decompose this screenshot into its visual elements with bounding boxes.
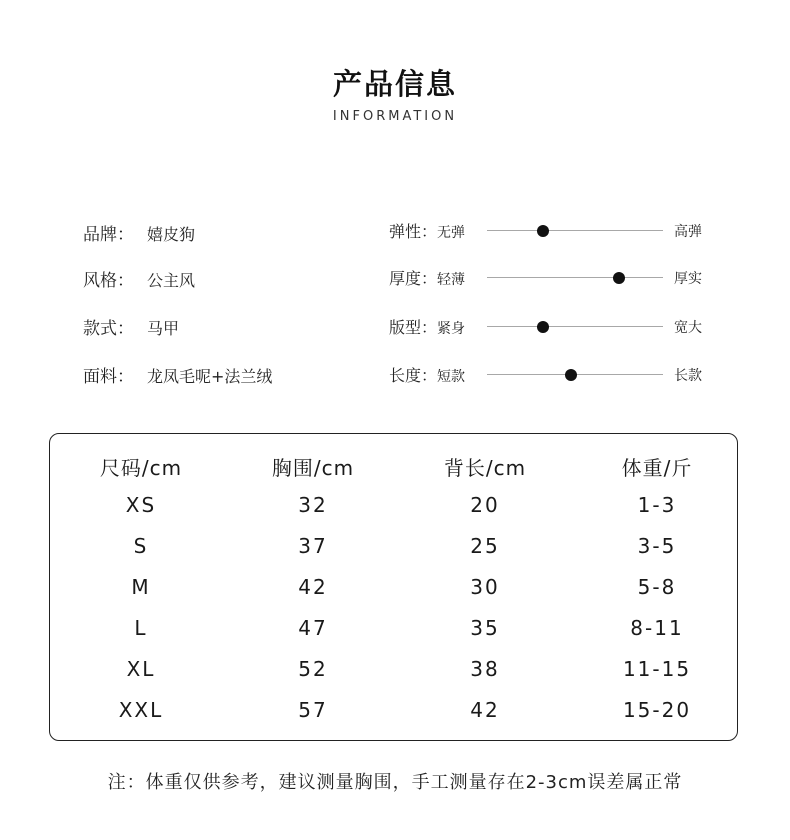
table-cell: 32 (298, 493, 328, 517)
scale-low-label: 紧身 (437, 321, 466, 337)
table-cell: 47 (298, 616, 328, 640)
attribute-label: 面料： (83, 367, 134, 387)
scale-low-label: 轻薄 (437, 272, 466, 288)
attribute-label: 品牌： (83, 225, 134, 245)
scale-track (487, 230, 663, 231)
table-header-row (50, 452, 737, 482)
scale-high-label: 高弹 (674, 224, 702, 240)
table-cell: 5-8 (637, 575, 677, 599)
table-cell: M (131, 575, 151, 599)
table-row (50, 534, 737, 564)
table-cell: 11-15 (622, 657, 692, 681)
table-cell: 42 (298, 575, 328, 599)
table-cell: 37 (298, 534, 328, 558)
scale-marker (537, 225, 549, 237)
scale-low-label: 无弹 (437, 225, 466, 241)
table-cell: 42 (470, 698, 500, 722)
attribute-value: 马甲 (147, 319, 180, 338)
table-cell: 20 (470, 493, 500, 517)
table-header-cell: 尺码/cm (99, 456, 183, 480)
scale-length (389, 363, 719, 387)
table-cell: XL (126, 657, 156, 681)
attribute-type (83, 314, 179, 339)
scale-label: 版型： (389, 318, 438, 337)
table-cell: 38 (470, 657, 500, 681)
scale-track (487, 277, 663, 278)
attribute-label: 款式： (83, 319, 134, 339)
scale-thickness (389, 266, 719, 290)
table-cell: 57 (298, 698, 328, 722)
table-header-cell: 体重/斤 (621, 456, 693, 480)
size-table (49, 433, 738, 741)
scale-label: 长度： (389, 366, 438, 385)
page-subtitle: INFORMATION (332, 109, 458, 124)
scale-high-label: 厚实 (674, 271, 702, 287)
scale-marker (565, 369, 577, 381)
attribute-value: 公主风 (147, 271, 196, 290)
scale-elasticity (389, 219, 719, 243)
scale-high-label: 长款 (674, 368, 702, 384)
scale-track (487, 326, 663, 327)
footnote: 注：体重仅供参考，建议测量胸围，手工测量存在2-3cm误差属正常 (107, 772, 683, 793)
scale-marker (613, 272, 625, 284)
scale-label: 弹性： (389, 222, 438, 241)
page-title: 产品信息 (332, 67, 457, 101)
table-cell: 1-3 (637, 493, 677, 517)
table-cell: 25 (470, 534, 500, 558)
table-cell: 35 (470, 616, 500, 640)
table-cell: 8-11 (630, 616, 684, 640)
table-cell: 52 (298, 657, 328, 681)
attribute-fabric (83, 362, 272, 387)
scale-label: 厚度： (389, 269, 438, 288)
table-header-cell: 背长/cm (443, 456, 527, 480)
table-cell: 15-20 (622, 698, 692, 722)
table-cell: L (134, 616, 148, 640)
table-cell: 30 (470, 575, 500, 599)
attribute-value: 嬉皮狗 (147, 225, 196, 244)
scale-fit (389, 315, 719, 339)
table-header-cell: 胸围/cm (271, 456, 355, 480)
table-row (50, 493, 737, 523)
table-row (50, 657, 737, 687)
table-cell: S (133, 534, 149, 558)
table-cell: 3-5 (637, 534, 677, 558)
scale-low-label: 短款 (437, 369, 466, 385)
table-row (50, 698, 737, 728)
table-row (50, 616, 737, 646)
scale-track (487, 374, 663, 375)
table-row (50, 575, 737, 605)
attribute-value: 龙凤毛呢+法兰绒 (147, 367, 273, 386)
table-cell: XXL (118, 698, 164, 722)
table-cell: XS (125, 493, 157, 517)
attribute-style (83, 266, 195, 291)
attribute-label: 风格： (83, 271, 134, 291)
scale-high-label: 宽大 (674, 320, 702, 336)
scale-marker (537, 321, 549, 333)
attribute-brand (83, 220, 195, 245)
